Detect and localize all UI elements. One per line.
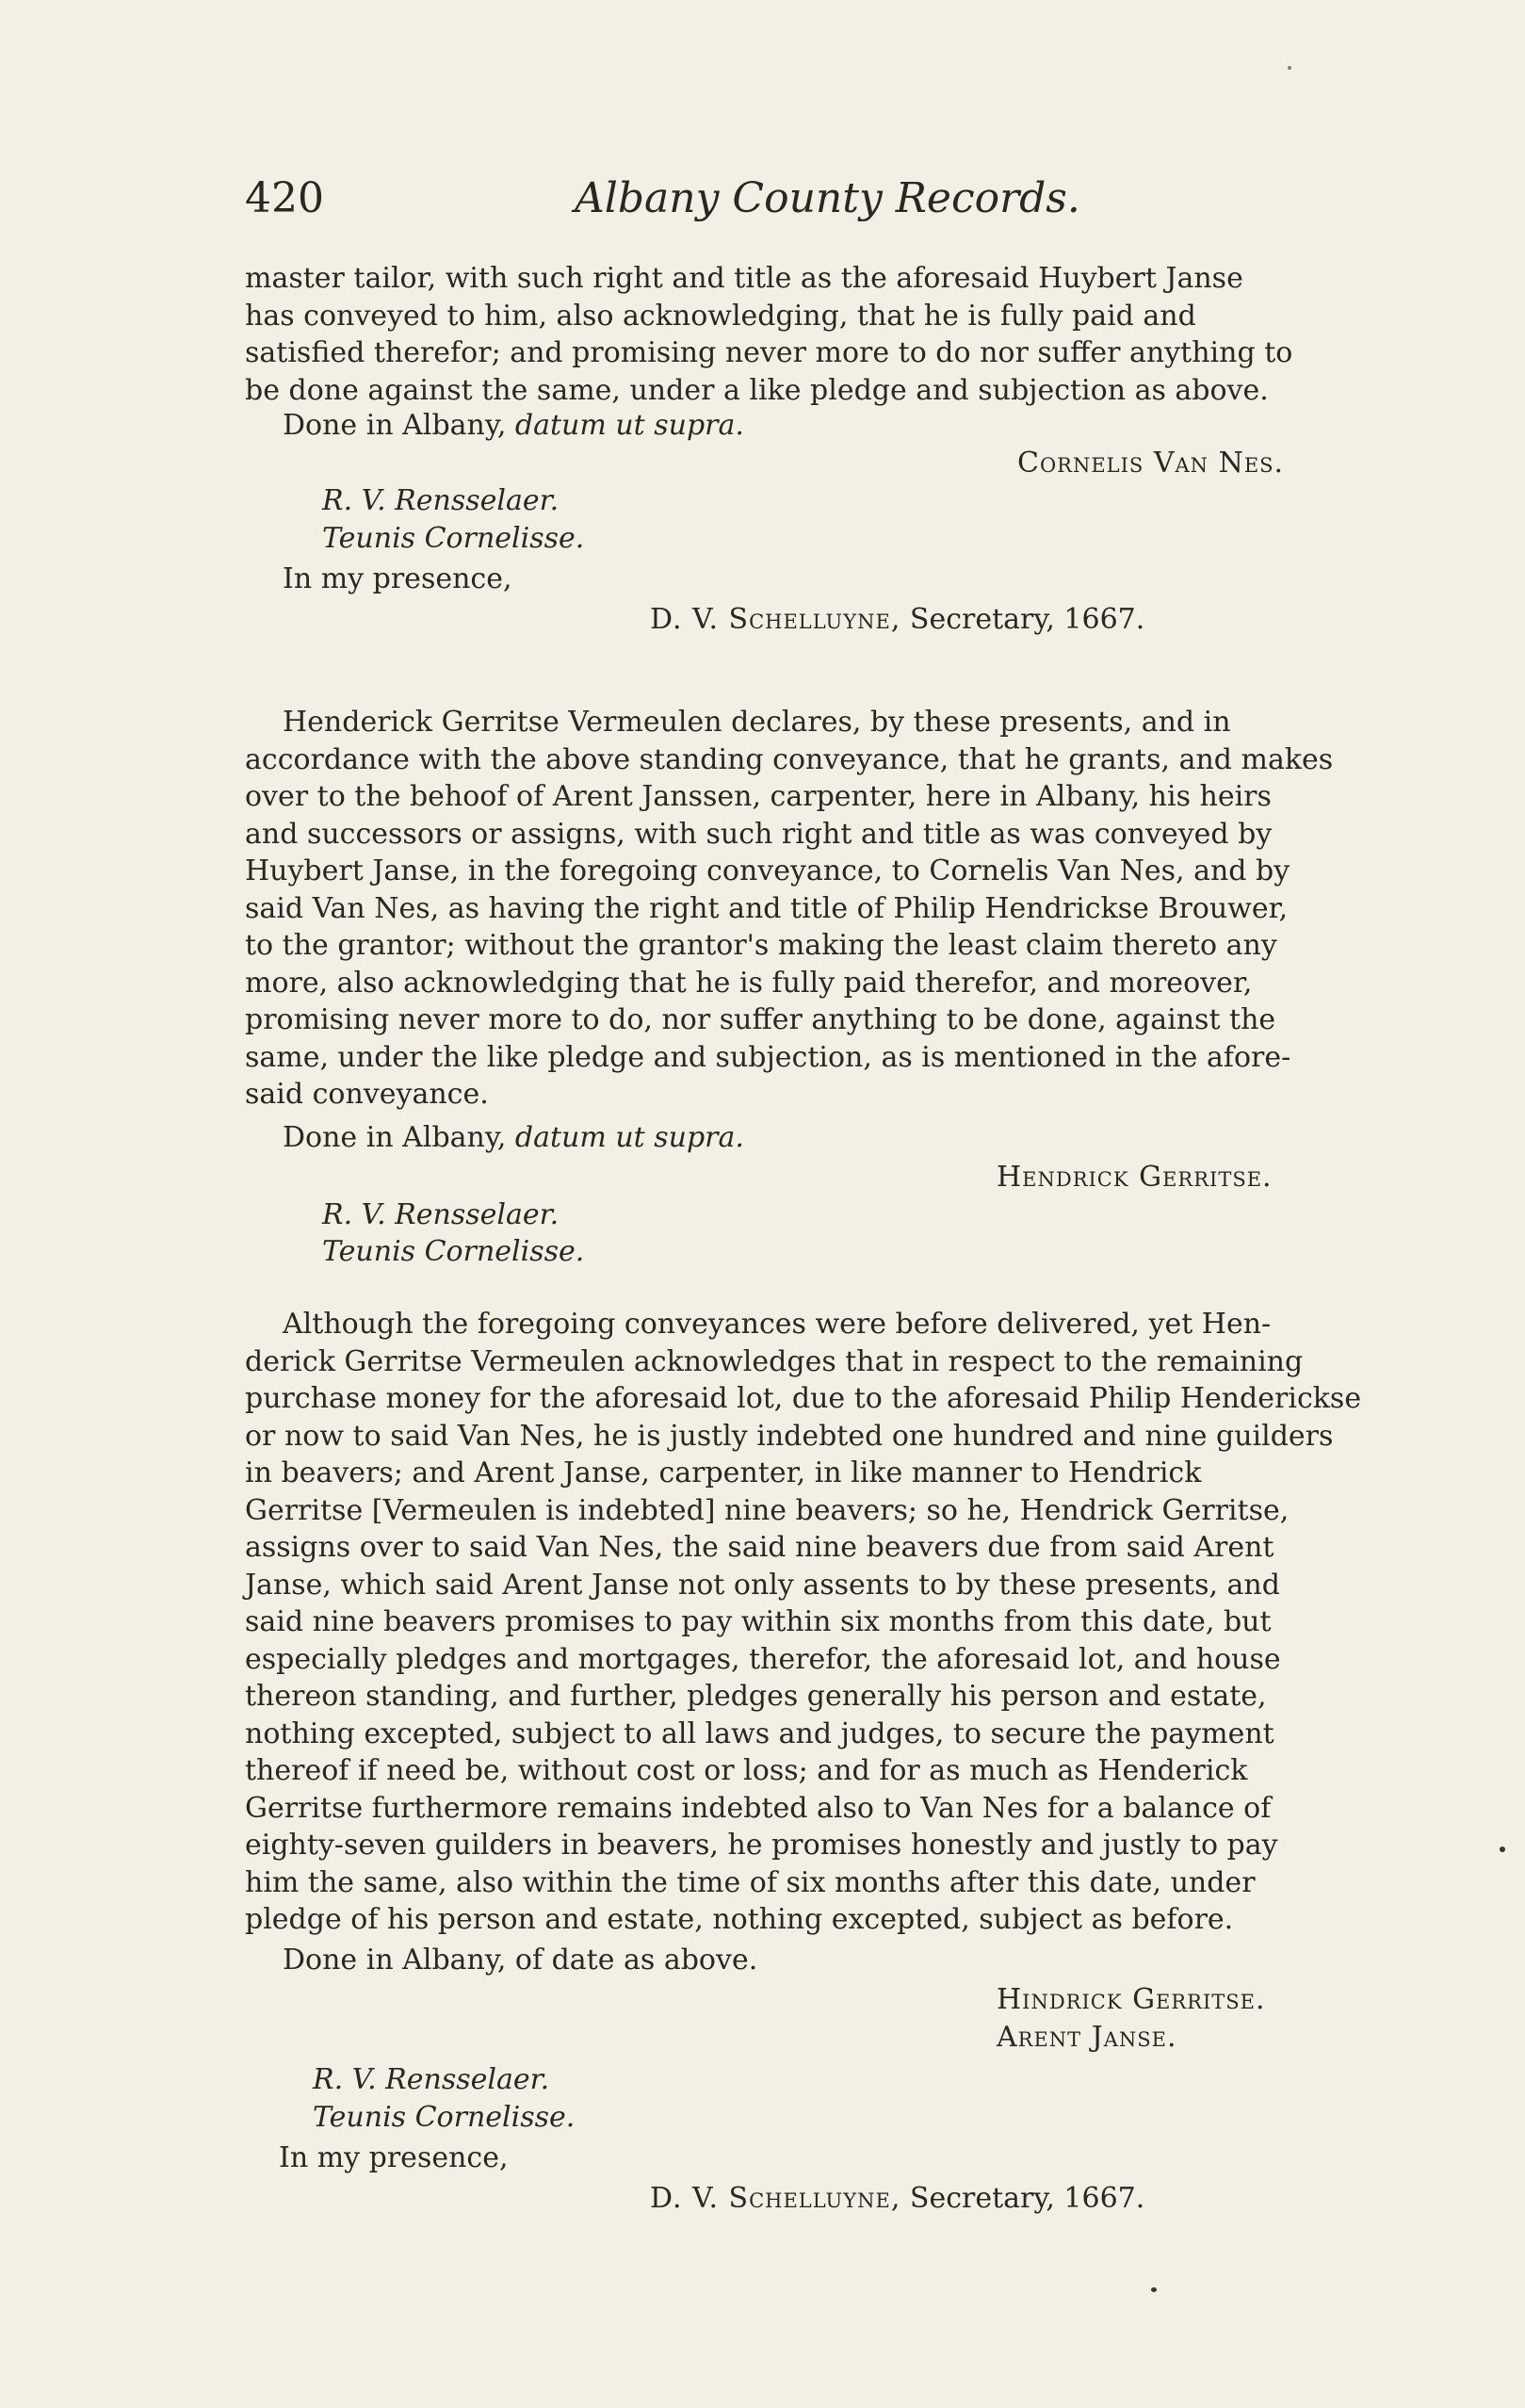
- text-line: thereof if need be, without cost or loss; and for as much as Henderick: [245, 1754, 1248, 1787]
- text-line: assigns over to said Van Nes, the said nine beavers due from said Arent: [245, 1531, 1274, 1564]
- secretary-signature: D. V. Schelluyne, Secretary, 1667.: [650, 603, 1145, 636]
- text-line: more, also acknowledging that he is fully paid therefor, and moreover,: [245, 966, 1253, 1000]
- running-title: Albany County Records.: [575, 174, 1080, 222]
- ink-speck: [1288, 66, 1291, 70]
- text-line: same, under the like pledge and subjection, as is mentioned in the afore-: [245, 1040, 1291, 1074]
- text-line: derick Gerritse Vermeulen acknowledges that in respect to the remaining: [245, 1344, 1304, 1378]
- text-line: purchase money for the aforesaid lot, due to the aforesaid Philip Henderickse: [245, 1382, 1362, 1415]
- witness-cornelisse: Teunis Cornelisse.: [322, 1235, 585, 1268]
- text-line: Henderick Gerritse Vermeulen declares, by these presents, and in: [283, 706, 1231, 739]
- witness-cornelisse: Teunis Cornelisse.: [322, 522, 585, 555]
- page-number: 420: [245, 174, 324, 222]
- presence-line: In my presence,: [279, 2141, 509, 2174]
- text-line: master tailor, with such right and title as the aforesaid Huybert Janse: [245, 262, 1243, 295]
- text-line: Huybert Janse, in the foregoing conveyance, to Cornelis Van Nes, and by: [245, 854, 1290, 887]
- text-line: Although the foregoing conveyances were before delivered, yet Hen-: [283, 1308, 1272, 1341]
- text-line: and successors or assigns, with such right and title as was conveyed by: [245, 817, 1273, 851]
- presence-line: In my presence,: [283, 562, 512, 595]
- done-line: Done in Albany, of date as above.: [283, 1944, 758, 1977]
- witness-rensselaer: R. V. Rensselaer.: [322, 1198, 560, 1231]
- text-line: over to the behoof of Arent Janssen, carpenter, here in Albany, his heirs: [245, 780, 1272, 813]
- text-line: satisfied therefor; and promising never more to do nor suffer anything to: [245, 336, 1293, 369]
- text-line: thereon standing, and further, pledges generally his person and estate,: [245, 1680, 1267, 1713]
- text-line: said conveyance.: [245, 1078, 489, 1111]
- paragraph-vermeulen-conveyance: [245, 704, 1380, 1114]
- text-line: pledge of his person and estate, nothing excepted, subject as before.: [245, 1903, 1234, 1936]
- text-line: nothing excepted, subject to all laws and judges, to secure the payment: [245, 1717, 1274, 1750]
- signature-arent-janse: Arent Janse.: [997, 2021, 1177, 2054]
- witness-cornelisse: Teunis Cornelisse.: [313, 2101, 576, 2134]
- done-line: Done in Albany, datum ut supra.: [283, 409, 744, 442]
- text-line: or now to said Van Nes, he is justly indebted one hundred and nine guilders: [245, 1419, 1334, 1453]
- paragraph-continuation: [245, 260, 1380, 409]
- text-line: Gerritse [Vermeulen is indebted] nine beavers; so he, Hendrick Gerritse,: [245, 1493, 1290, 1527]
- witness-rensselaer: R. V. Rensselaer.: [322, 484, 560, 517]
- text-line: said nine beavers promises to pay within six months from this date, but: [245, 1605, 1272, 1638]
- text-line: be done against the same, under a like pledge and subjection as above.: [245, 373, 1269, 407]
- text-line: said Van Nes, as having the right and title of Philip Hendrickse Brouwer,: [245, 891, 1289, 925]
- done-line: Done in Albany, datum ut supra.: [283, 1121, 744, 1154]
- page-header: [245, 174, 1375, 231]
- text-line: to the grantor; without the grantor's making the least claim thereto any: [245, 929, 1277, 962]
- ink-speck: [1500, 1847, 1505, 1852]
- secretary-signature: D. V. Schelluyne, Secretary, 1667.: [650, 2182, 1145, 2215]
- text-line: Janse, which said Arent Janse not only assents to by these presents, and: [245, 1568, 1280, 1602]
- signature-hindrick-gerritse: Hindrick Gerritse.: [997, 1983, 1266, 2016]
- ink-speck: [1151, 2287, 1157, 2292]
- text-line: has conveyed to him, also acknowledging, that he is fully paid and: [245, 299, 1196, 333]
- witness-rensselaer: R. V. Rensselaer.: [313, 2063, 550, 2096]
- paragraph-indebtedness: [245, 1306, 1380, 1939]
- signature-cornelis-van-nes: Cornelis Van Nes.: [1017, 447, 1285, 480]
- text-line: him the same, also within the time of six months after this date, under: [245, 1865, 1256, 1899]
- signature-hendrick-gerritse: Hendrick Gerritse.: [997, 1161, 1273, 1194]
- text-line: eighty-seven guilders in beavers, he promises honestly and justly to pay: [245, 1829, 1278, 1862]
- text-line: promising never more to do, nor suffer anything to be done, against the: [245, 1003, 1276, 1036]
- text-line: Gerritse furthermore remains indebted also to Van Nes for a balance of: [245, 1791, 1272, 1825]
- text-line: accordance with the above standing conveyance, that he grants, and makes: [245, 742, 1334, 776]
- text-line: especially pledges and mortgages, therefor, the aforesaid lot, and house: [245, 1642, 1281, 1676]
- text-line: in beavers; and Arent Janse, carpenter, in like manner to Hendrick: [245, 1456, 1202, 1489]
